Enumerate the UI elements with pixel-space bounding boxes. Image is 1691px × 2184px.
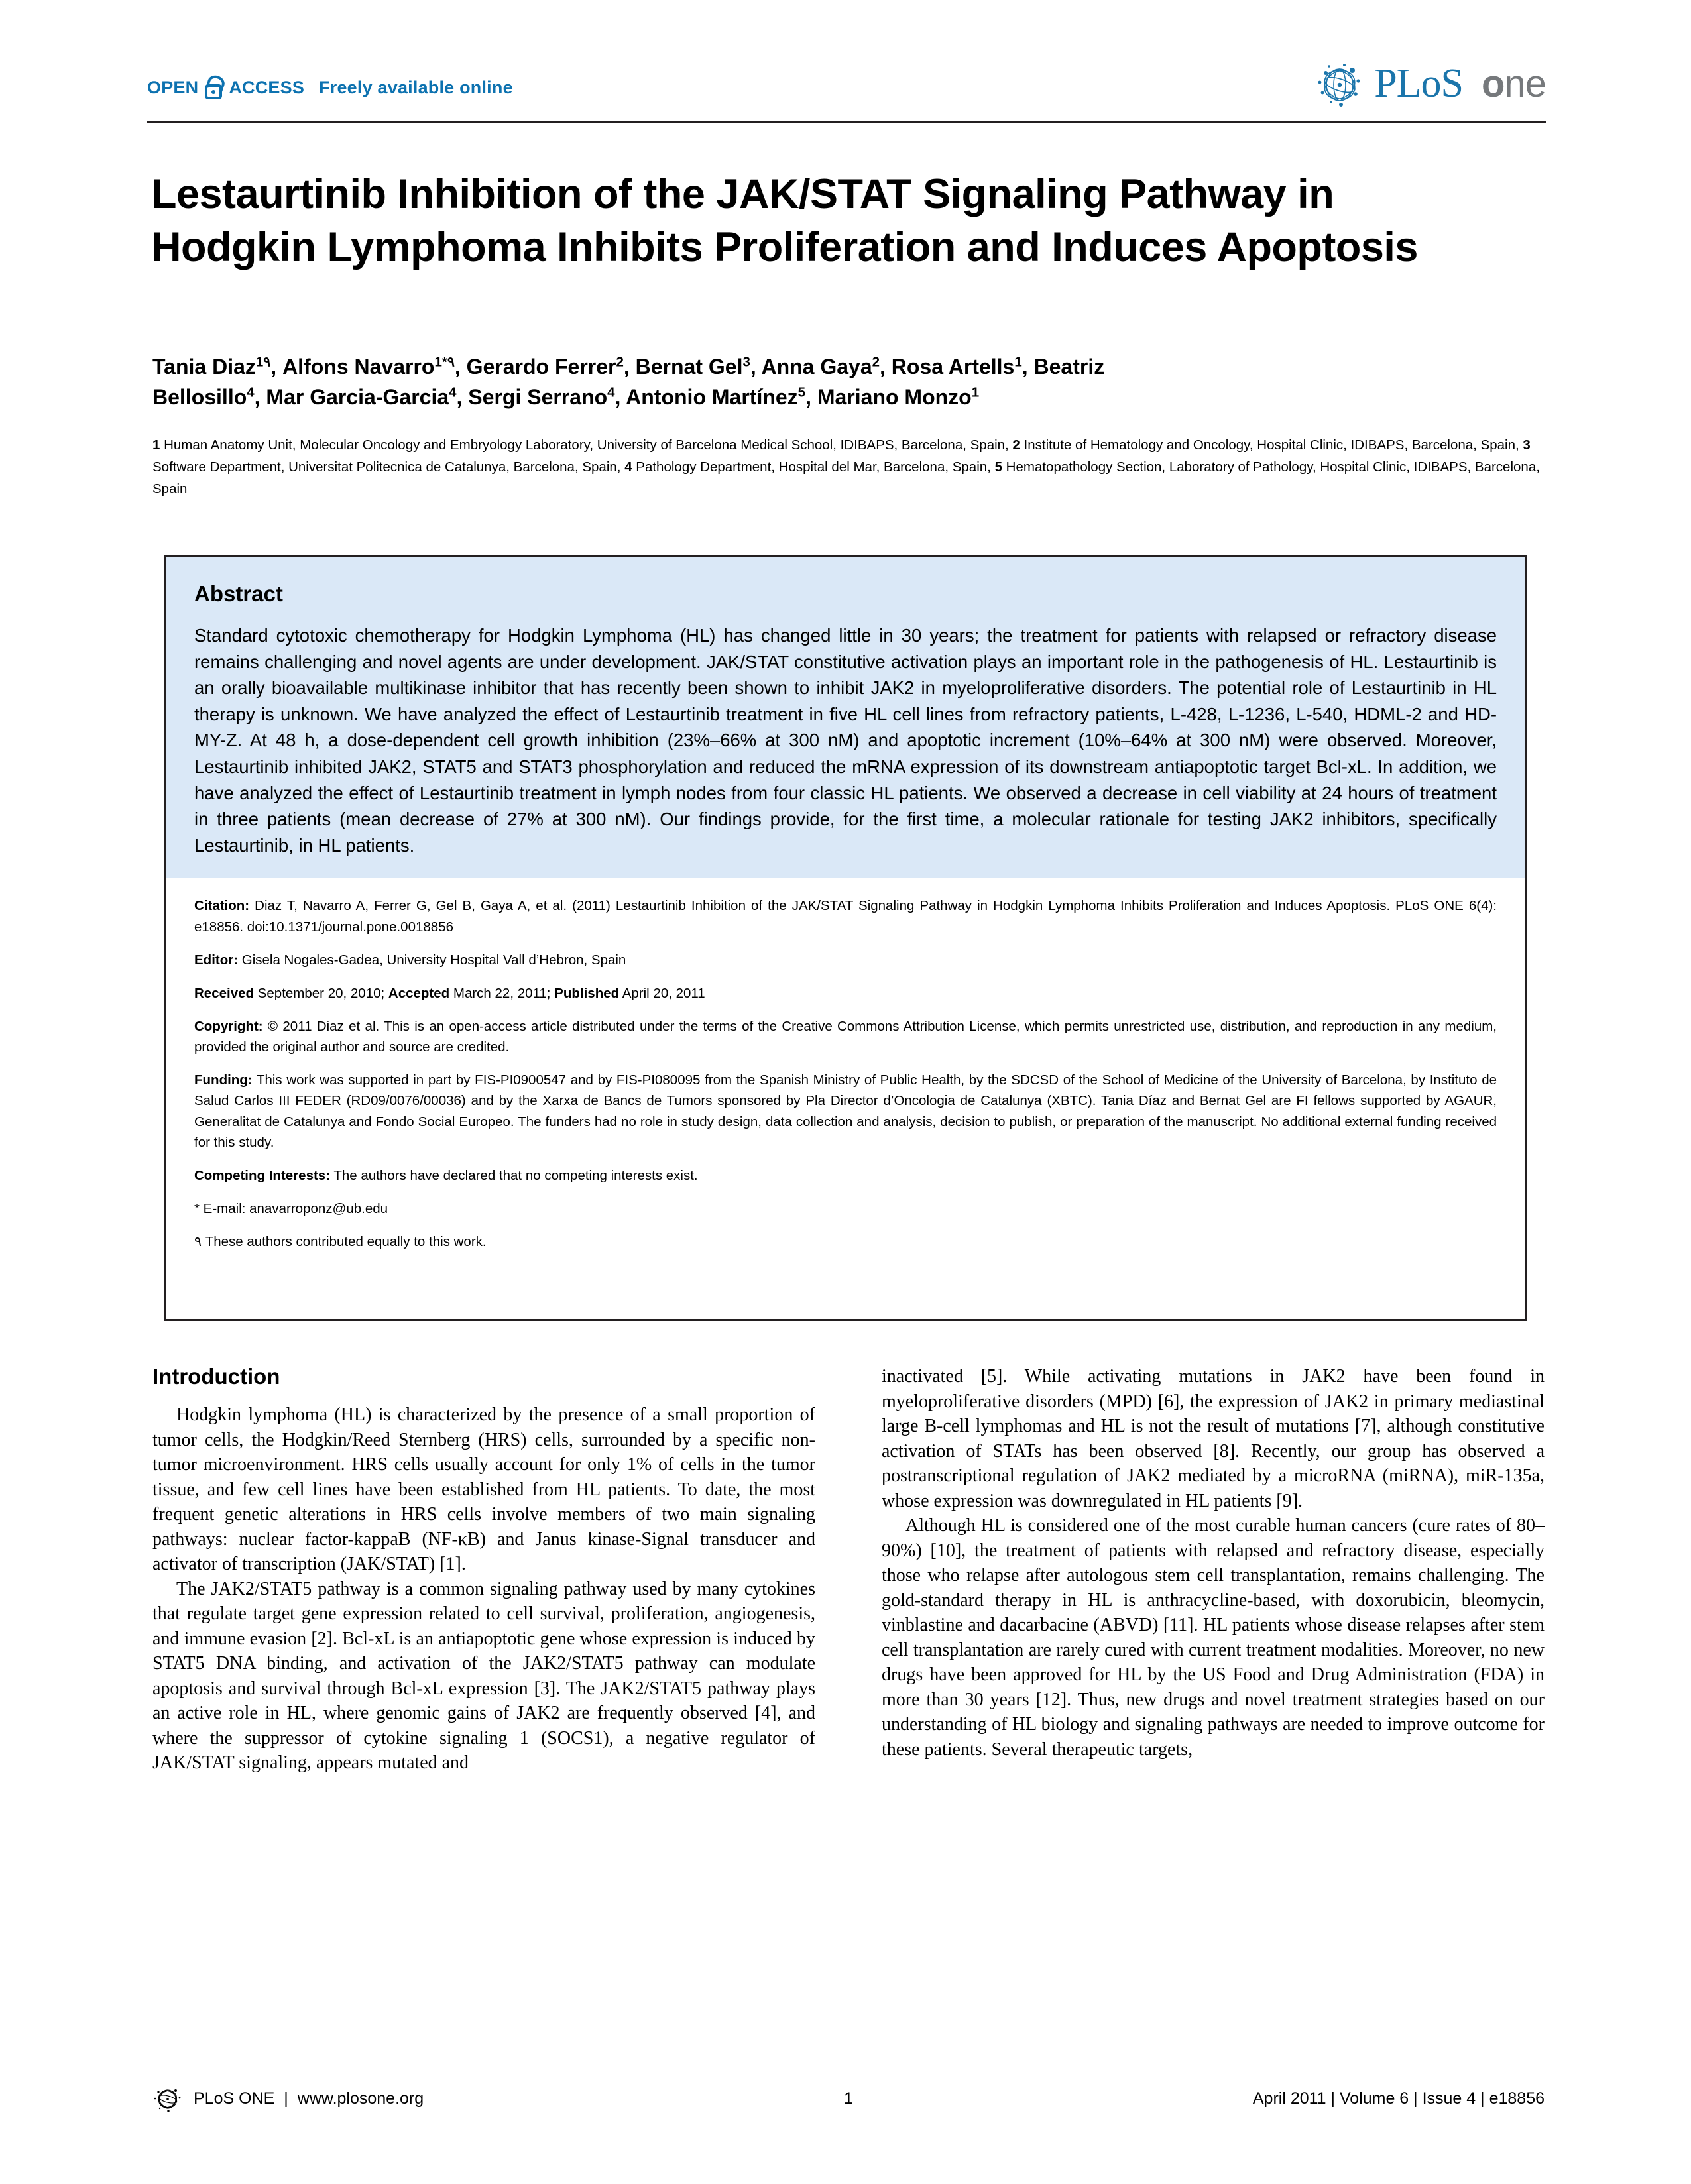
abstract-section xyxy=(166,557,1525,878)
open-access-banner xyxy=(147,76,513,99)
header-divider xyxy=(147,121,1546,123)
funding-line xyxy=(194,1070,1497,1153)
equal-contribution-note: ٩ These authors contributed equally to this work. xyxy=(194,1234,487,1250)
editor-label: Editor: xyxy=(194,952,239,968)
body-columns xyxy=(152,1364,1545,2040)
intro-paragraph-2: The JAK2/STAT5 pathway is a common signaling pathway used by many cytokines that regulate target gene expression related to cell survival, proliferation, angiogenesis, and immune evasion [2]. Bcl-xL is an antiapoptotic gene whose expression is induced by STAT5 DNA binding, and activation of the JAK2/STAT5 pathway can modulate apoptosis and survival through Bcl-xL expression [3]. The JAK2/STAT5 pathway plays an active role in HL, where genomic gains of JAK2 are frequently observed [4], and where the suppressor of cytokine signaling 1 (SOCS1), a negative regulator of JAK/STAT signaling, appears mutated and xyxy=(152,1578,815,1774)
author-line-2: Bellosillo$^4$, Mar Garcia-Garcia$^4$, Sergi Serrano$^4$, Antonio Martínez$^5$, Mariano Monzo$^1$ xyxy=(152,384,980,410)
footer-journal-info xyxy=(152,2083,424,2114)
open-access-label-access: ACCESS xyxy=(229,77,305,97)
competing-interests-line xyxy=(194,1165,1497,1186)
competing-label: Competing Interests: xyxy=(194,1167,331,1183)
section-heading-introduction: Introduction xyxy=(152,1364,280,1389)
received-label: Received xyxy=(194,985,255,1001)
plos-globe-icon xyxy=(1314,58,1365,109)
intro-paragraph-3: inactivated [5]. While activating mutations in JAK2 have been found in myeloproliferative disorders (MPD) [6], the expression of JAK2 in primary mediastinal large B-cell lymphomas and HL is not the result of mutations [7], although constitutive activation of STATs has been observed [8]. Recently, our group has observed a postranscriptional regulation of JAK2 mediated by a microRNA (miRNA), miR-135a, whose expression was downregulated in HL patients [9]. xyxy=(882,1366,1545,1511)
freely-available-label: Freely available online xyxy=(319,77,513,97)
copyright-line xyxy=(194,1016,1497,1057)
column-left xyxy=(152,1364,815,1776)
citation-label: Citation: xyxy=(194,898,250,914)
article-metadata xyxy=(166,878,1525,1265)
copyright-text: © 2011 Diaz et al. This is an open-access article distributed under the terms of the Creative Commons Attribution License, which permits unrestricted use, distribution, and reproduction in any medium, provided the original author and source are credited. xyxy=(194,1018,1497,1055)
footer-journal-name: PLoS ONE xyxy=(194,2089,275,2108)
one-rest: ne xyxy=(1504,62,1546,105)
published-date: April 20, 2011 xyxy=(619,985,705,1001)
author-list xyxy=(152,351,1545,413)
funding-text: This work was supported in part by FIS-PI0900547 and by FIS-PI080095 from the Spanish Ministry of Public Health, by the SDCSD of the School of Medicine of the University of Barcelona, by Instituto de Salud Carlos III FEDER (RD09/0076/00036) and by the Xarxa de Bancs de Tumors sponsored by Pla Director d’Oncologia de Catalunya (XBTC). Tania Díaz and Bernat Gel are FI fellows supported by AGAUR, Generalitat de Catalunya and Fondo Social Europeo. The funders had no role in study design, data collection and analysis, decision to publish, or preparation of the manuscript. No additional external funding received for this study. xyxy=(194,1072,1497,1150)
one-wordmark xyxy=(1482,62,1546,106)
one-bold-o: o xyxy=(1482,62,1505,105)
accepted-label: Accepted xyxy=(388,985,450,1001)
intro-paragraph-1: Hodgkin lymphoma (HL) is characterized by the presence of a small proportion of tumor cells, the Hodgkin/Reed Sternberg (HRS) cells, surrounded by a specific non-tumor microenvironment. HRS cells usually account for only 1% of cells in the tumor tissue, and few cell lines have been established from HL patients. To date, the most frequent genetic alterations in HRS cells involve members of two main signaling pathways: nuclear factor-kappaB (NF-κB) and Janus kinase-Signal transducer and activator of transcription (JAK/STAT) [1]. xyxy=(152,1405,815,1575)
open-lock-icon xyxy=(205,76,222,99)
published-label: Published xyxy=(554,985,620,1001)
plos-wordmark xyxy=(1374,63,1463,104)
editor-line xyxy=(194,950,1497,970)
author-line-1: Tania Diaz$^{1٩}$, Alfons Navarro$^{1*٩}$, Gerardo Ferrer$^2$, Bernat Gel$^3$, Anna Gaya$^2$, Rosa Artells$^1$, Beatriz xyxy=(152,354,1105,378)
footer-divider-1: | xyxy=(284,2089,288,2108)
page-header xyxy=(147,58,1546,118)
abstract-heading: Abstract xyxy=(194,581,283,606)
copyright-label: Copyright: xyxy=(194,1018,263,1034)
corresponding-email-note[interactable]: * E-mail: anavarroponz@ub.edu xyxy=(194,1201,388,1217)
plos-one-logo xyxy=(1314,58,1546,109)
page-footer xyxy=(152,2079,1545,2118)
footer-website-link[interactable]: www.plosone.org xyxy=(297,2089,424,2108)
intro-paragraph-4: Although HL is considered one of the most curable human cancers (cure rates of 80–90%) [10], the treatment of patients with relapsed and refractory disease, especially those who relapse after autologous stem cell transplantation, remains challenging. The gold-standard therapy in HL is anthracycline-based, with doxorubicin, bleomycin, vinblastine and dacarbacine (ABVD) [11]. HL patients whose disease relapses after stem cell transplantation are rarely cured with current treatment modalities. Moreover, no new drugs have been approved for HL by the US Food and Drug Administration (FDA) in more than 30 years [12]. Thus, new drugs and novel treatment strategies based on our understanding of HL biology and signaling pathways are needed to improve outcome for these patients. Several therapeutic targets, xyxy=(882,1515,1545,1760)
competing-text: The authors have declared that no competing interests exist. xyxy=(330,1167,698,1183)
footer-page-number: 1 xyxy=(844,2089,853,2108)
plos-text: PLoS xyxy=(1374,61,1464,106)
abstract-info-box xyxy=(164,555,1527,1321)
citation-line xyxy=(194,895,1497,937)
abstract-text: Standard cytotoxic chemotherapy for Hodgkin Lymphoma (HL) has changed little in 30 years; the treatment for patients with relapsed or refractory disease remains challenging and novel agents are under development. JAK/STAT constitutive activation plays an important role in the pathogenesis of HL. Lestaurtinib is an orally bioavailable multikinase inhibitor that has recently been shown to inhibit JAK2 in myeloproliferative disorders. The potential role of Lestaurtinib in HL therapy is unknown. We have analyzed the effect of Lestaurtinib treatment in five HL cell lines from refractory patients, L-428, L-1236, L-540, HDML-2 and HD-MY-Z. At 48 h, a dose-dependent cell growth inhibition (23%–66% at 300 nM) and apoptotic increment (10%–64% at 300 nM) were observed. Moreover, Lestaurtinib inhibited JAK2, STAT5 and STAT3 phosphorylation and reduced the mRNA expression of its downstream antiapoptotic target Bcl-xL. In addition, we have analyzed the effect of Lestaurtinib treatment in lymph nodes from four classic HL patients. We observed a decrease in cell viability at 24 hours of treatment in three patients (mean decrease of 27% at 300 nM). Our findings provide, for the first time, a molecular rationale for testing JAK2 inhibitors, specifically Lestaurtinib, in HL patients. xyxy=(194,625,1497,856)
editor-text: Gisela Nogales-Gadea, University Hospital Vall d’Hebron, Spain xyxy=(238,952,626,968)
footer-issue-info: April 2011 | Volume 6 | Issue 4 | e18856 xyxy=(1252,2089,1545,2108)
affiliation-list: 1 Human Anatomy Unit, Molecular Oncology and Embryology Laboratory, University of Barcelona Medical School, IDIBAPS, Barcelona, Spain, 2 Institute of Hematology and Oncology, Hospital Clinic, IDIBAPS, Barcelona, Spain, 3 Software Department, Universitat Politecnica de Catalunya, Barcelona, Spain, 4 Pathology Department, Hospital del Mar, Barcelona, Spain, 5 Hematopathology Section, Laboratory of Pathology, Hospital Clinic, IDIBAPS, Barcelona, Spain xyxy=(152,437,1540,497)
accepted-date: March 22, 2011; xyxy=(449,985,555,1001)
plos-globe-icon-small xyxy=(152,2083,183,2114)
citation-text: Diaz T, Navarro A, Ferrer G, Gel B, Gaya A, et al. (2011) Lestaurtinib Inhibition of the JAK/STAT Signaling Pathway in Hodgkin Lymphoma Inhibits Proliferation and Induces Apoptosis. PLoS ONE 6(4): e18856. doi:10.1371/journal.pone.0018856 xyxy=(194,898,1497,935)
funding-label: Funding: xyxy=(194,1072,253,1088)
received-date: September 20, 2010; xyxy=(254,985,388,1001)
article-title: Lestaurtinib Inhibition of the JAK/STAT Signaling Pathway in Hodgkin Lymphoma Inhibits Proliferation and Induces Apoptosis xyxy=(151,171,1418,270)
column-right xyxy=(882,1364,1545,1762)
open-access-label-open: OPEN xyxy=(147,77,199,97)
dates-line xyxy=(194,983,1497,1004)
